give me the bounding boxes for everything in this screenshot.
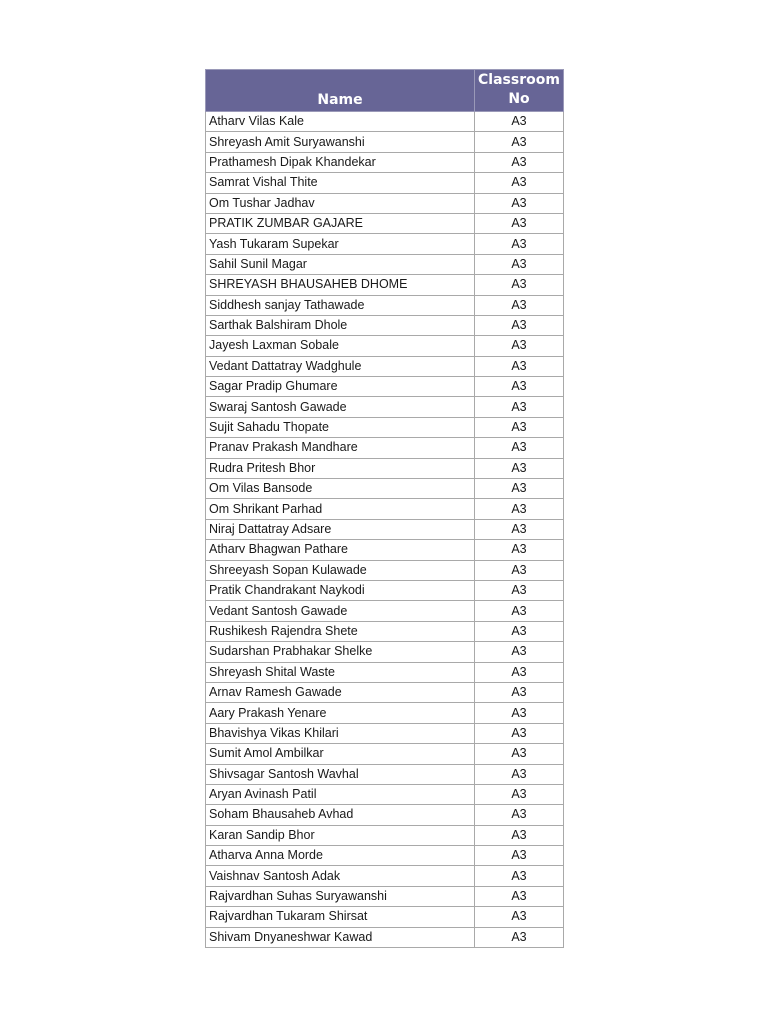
table-row xyxy=(206,458,564,478)
student-name-cell: Prathamesh Dipak Khandekar xyxy=(206,152,475,172)
table-row xyxy=(206,580,564,600)
classroom-no-cell: A3 xyxy=(475,295,564,315)
student-name-cell: Soham Bhausaheb Avhad xyxy=(206,805,475,825)
student-name-cell: Aary Prakash Yenare xyxy=(206,703,475,723)
table-header xyxy=(206,70,564,112)
classroom-no-cell: A3 xyxy=(475,458,564,478)
student-name-cell: Shreeyash Sopan Kulawade xyxy=(206,560,475,580)
student-classroom-table xyxy=(205,69,564,948)
student-name-cell: Atharva Anna Morde xyxy=(206,846,475,866)
classroom-no-cell: A3 xyxy=(475,275,564,295)
classroom-no-cell: A3 xyxy=(475,417,564,437)
classroom-no-cell: A3 xyxy=(475,744,564,764)
classroom-no-cell: A3 xyxy=(475,723,564,743)
table-row xyxy=(206,560,564,580)
table-row xyxy=(206,132,564,152)
table-row xyxy=(206,682,564,702)
table-row xyxy=(206,479,564,499)
classroom-no-cell: A3 xyxy=(475,254,564,274)
classroom-no-cell: A3 xyxy=(475,560,564,580)
table-row xyxy=(206,254,564,274)
classroom-column-header xyxy=(475,70,564,112)
student-name-cell: Rajvardhan Tukaram Shirsat xyxy=(206,907,475,927)
student-name-cell: Niraj Dattatray Adsare xyxy=(206,519,475,539)
classroom-no-cell: A3 xyxy=(475,397,564,417)
table-row xyxy=(206,642,564,662)
student-name-cell: Sudarshan Prabhakar Shelke xyxy=(206,642,475,662)
classroom-no-cell: A3 xyxy=(475,336,564,356)
table-row xyxy=(206,173,564,193)
table-row xyxy=(206,784,564,804)
table-row xyxy=(206,846,564,866)
student-name-cell: Vaishnav Santosh Adak xyxy=(206,866,475,886)
table-row xyxy=(206,825,564,845)
table-row xyxy=(206,336,564,356)
classroom-no-cell: A3 xyxy=(475,703,564,723)
classroom-no-cell: A3 xyxy=(475,662,564,682)
student-name-cell: Siddhesh sanjay Tathawade xyxy=(206,295,475,315)
table-row xyxy=(206,152,564,172)
classroom-no-cell: A3 xyxy=(475,621,564,641)
table-row xyxy=(206,397,564,417)
student-name-cell: Shreyash Shital Waste xyxy=(206,662,475,682)
classroom-no-cell: A3 xyxy=(475,356,564,376)
student-name-cell: Yash Tukaram Supekar xyxy=(206,234,475,254)
table-row xyxy=(206,275,564,295)
classroom-no-cell: A3 xyxy=(475,234,564,254)
student-name-cell: Aryan Avinash Patil xyxy=(206,784,475,804)
classroom-no-cell: A3 xyxy=(475,479,564,499)
classroom-header-line2: No xyxy=(508,91,530,107)
student-name-cell: Atharv Vilas Kale xyxy=(206,112,475,132)
student-name-cell: Sagar Pradip Ghumare xyxy=(206,377,475,397)
student-name-cell: Shreyash Amit Suryawanshi xyxy=(206,132,475,152)
table-row xyxy=(206,621,564,641)
classroom-no-cell: A3 xyxy=(475,438,564,458)
classroom-no-cell: A3 xyxy=(475,499,564,519)
classroom-no-cell: A3 xyxy=(475,152,564,172)
table-row xyxy=(206,907,564,927)
table-row xyxy=(206,193,564,213)
classroom-no-cell: A3 xyxy=(475,193,564,213)
classroom-no-cell: A3 xyxy=(475,377,564,397)
student-name-cell: Vedant Santosh Gawade xyxy=(206,601,475,621)
classroom-no-cell: A3 xyxy=(475,825,564,845)
student-name-cell: Arnav Ramesh Gawade xyxy=(206,682,475,702)
classroom-no-cell: A3 xyxy=(475,580,564,600)
student-name-cell: Jayesh Laxman Sobale xyxy=(206,336,475,356)
student-name-cell: SHREYASH BHAUSAHEB DHOME xyxy=(206,275,475,295)
student-name-cell: Om Tushar Jadhav xyxy=(206,193,475,213)
classroom-no-cell: A3 xyxy=(475,927,564,947)
student-name-cell: Sarthak Balshiram Dhole xyxy=(206,315,475,335)
table-body xyxy=(206,112,564,948)
table-row xyxy=(206,519,564,539)
table-row xyxy=(206,886,564,906)
classroom-no-cell: A3 xyxy=(475,805,564,825)
classroom-no-cell: A3 xyxy=(475,784,564,804)
student-name-cell: Shivam Dnyaneshwar Kawad xyxy=(206,927,475,947)
classroom-no-cell: A3 xyxy=(475,213,564,233)
student-name-cell: Bhavishya Vikas Khilari xyxy=(206,723,475,743)
table-row xyxy=(206,315,564,335)
student-name-cell: Rudra Pritesh Bhor xyxy=(206,458,475,478)
table-row xyxy=(206,866,564,886)
header-row xyxy=(206,70,564,112)
classroom-no-cell: A3 xyxy=(475,764,564,784)
classroom-no-cell: A3 xyxy=(475,866,564,886)
student-name-cell: Pratik Chandrakant Naykodi xyxy=(206,580,475,600)
name-column-header: Name xyxy=(206,70,475,112)
table-row xyxy=(206,540,564,560)
classroom-no-cell: A3 xyxy=(475,642,564,662)
student-name-cell: PRATIK ZUMBAR GAJARE xyxy=(206,213,475,233)
classroom-no-cell: A3 xyxy=(475,315,564,335)
student-name-cell: Om Vilas Bansode xyxy=(206,479,475,499)
student-name-cell: Vedant Dattatray Wadghule xyxy=(206,356,475,376)
student-name-cell: Atharv Bhagwan Pathare xyxy=(206,540,475,560)
classroom-no-cell: A3 xyxy=(475,682,564,702)
table-row xyxy=(206,213,564,233)
student-name-cell: Sujit Sahadu Thopate xyxy=(206,417,475,437)
student-name-cell: Sumit Amol Ambilkar xyxy=(206,744,475,764)
classroom-no-cell: A3 xyxy=(475,112,564,132)
table-row xyxy=(206,499,564,519)
student-name-cell: Rajvardhan Suhas Suryawanshi xyxy=(206,886,475,906)
table-row xyxy=(206,927,564,947)
table-row xyxy=(206,723,564,743)
table-row xyxy=(206,356,564,376)
student-name-cell: Shivsagar Santosh Wavhal xyxy=(206,764,475,784)
table-row xyxy=(206,744,564,764)
classroom-header-line1: Classroom xyxy=(478,72,560,88)
classroom-no-cell: A3 xyxy=(475,132,564,152)
table-row xyxy=(206,377,564,397)
student-name-cell: Swaraj Santosh Gawade xyxy=(206,397,475,417)
table-row xyxy=(206,295,564,315)
table-row xyxy=(206,601,564,621)
classroom-no-cell: A3 xyxy=(475,519,564,539)
classroom-no-cell: A3 xyxy=(475,540,564,560)
table-row xyxy=(206,417,564,437)
student-name-cell: Karan Sandip Bhor xyxy=(206,825,475,845)
table-row xyxy=(206,662,564,682)
table-row xyxy=(206,234,564,254)
classroom-no-cell: A3 xyxy=(475,907,564,927)
classroom-no-cell: A3 xyxy=(475,886,564,906)
student-name-cell: Rushikesh Rajendra Shete xyxy=(206,621,475,641)
table-row xyxy=(206,112,564,132)
classroom-no-cell: A3 xyxy=(475,601,564,621)
classroom-no-cell: A3 xyxy=(475,173,564,193)
student-name-cell: Pranav Prakash Mandhare xyxy=(206,438,475,458)
classroom-no-cell: A3 xyxy=(475,846,564,866)
student-name-cell: Samrat Vishal Thite xyxy=(206,173,475,193)
table-row xyxy=(206,703,564,723)
table-row xyxy=(206,764,564,784)
table-row xyxy=(206,805,564,825)
student-name-cell: Sahil Sunil Magar xyxy=(206,254,475,274)
table-row xyxy=(206,438,564,458)
student-name-cell: Om Shrikant Parhad xyxy=(206,499,475,519)
